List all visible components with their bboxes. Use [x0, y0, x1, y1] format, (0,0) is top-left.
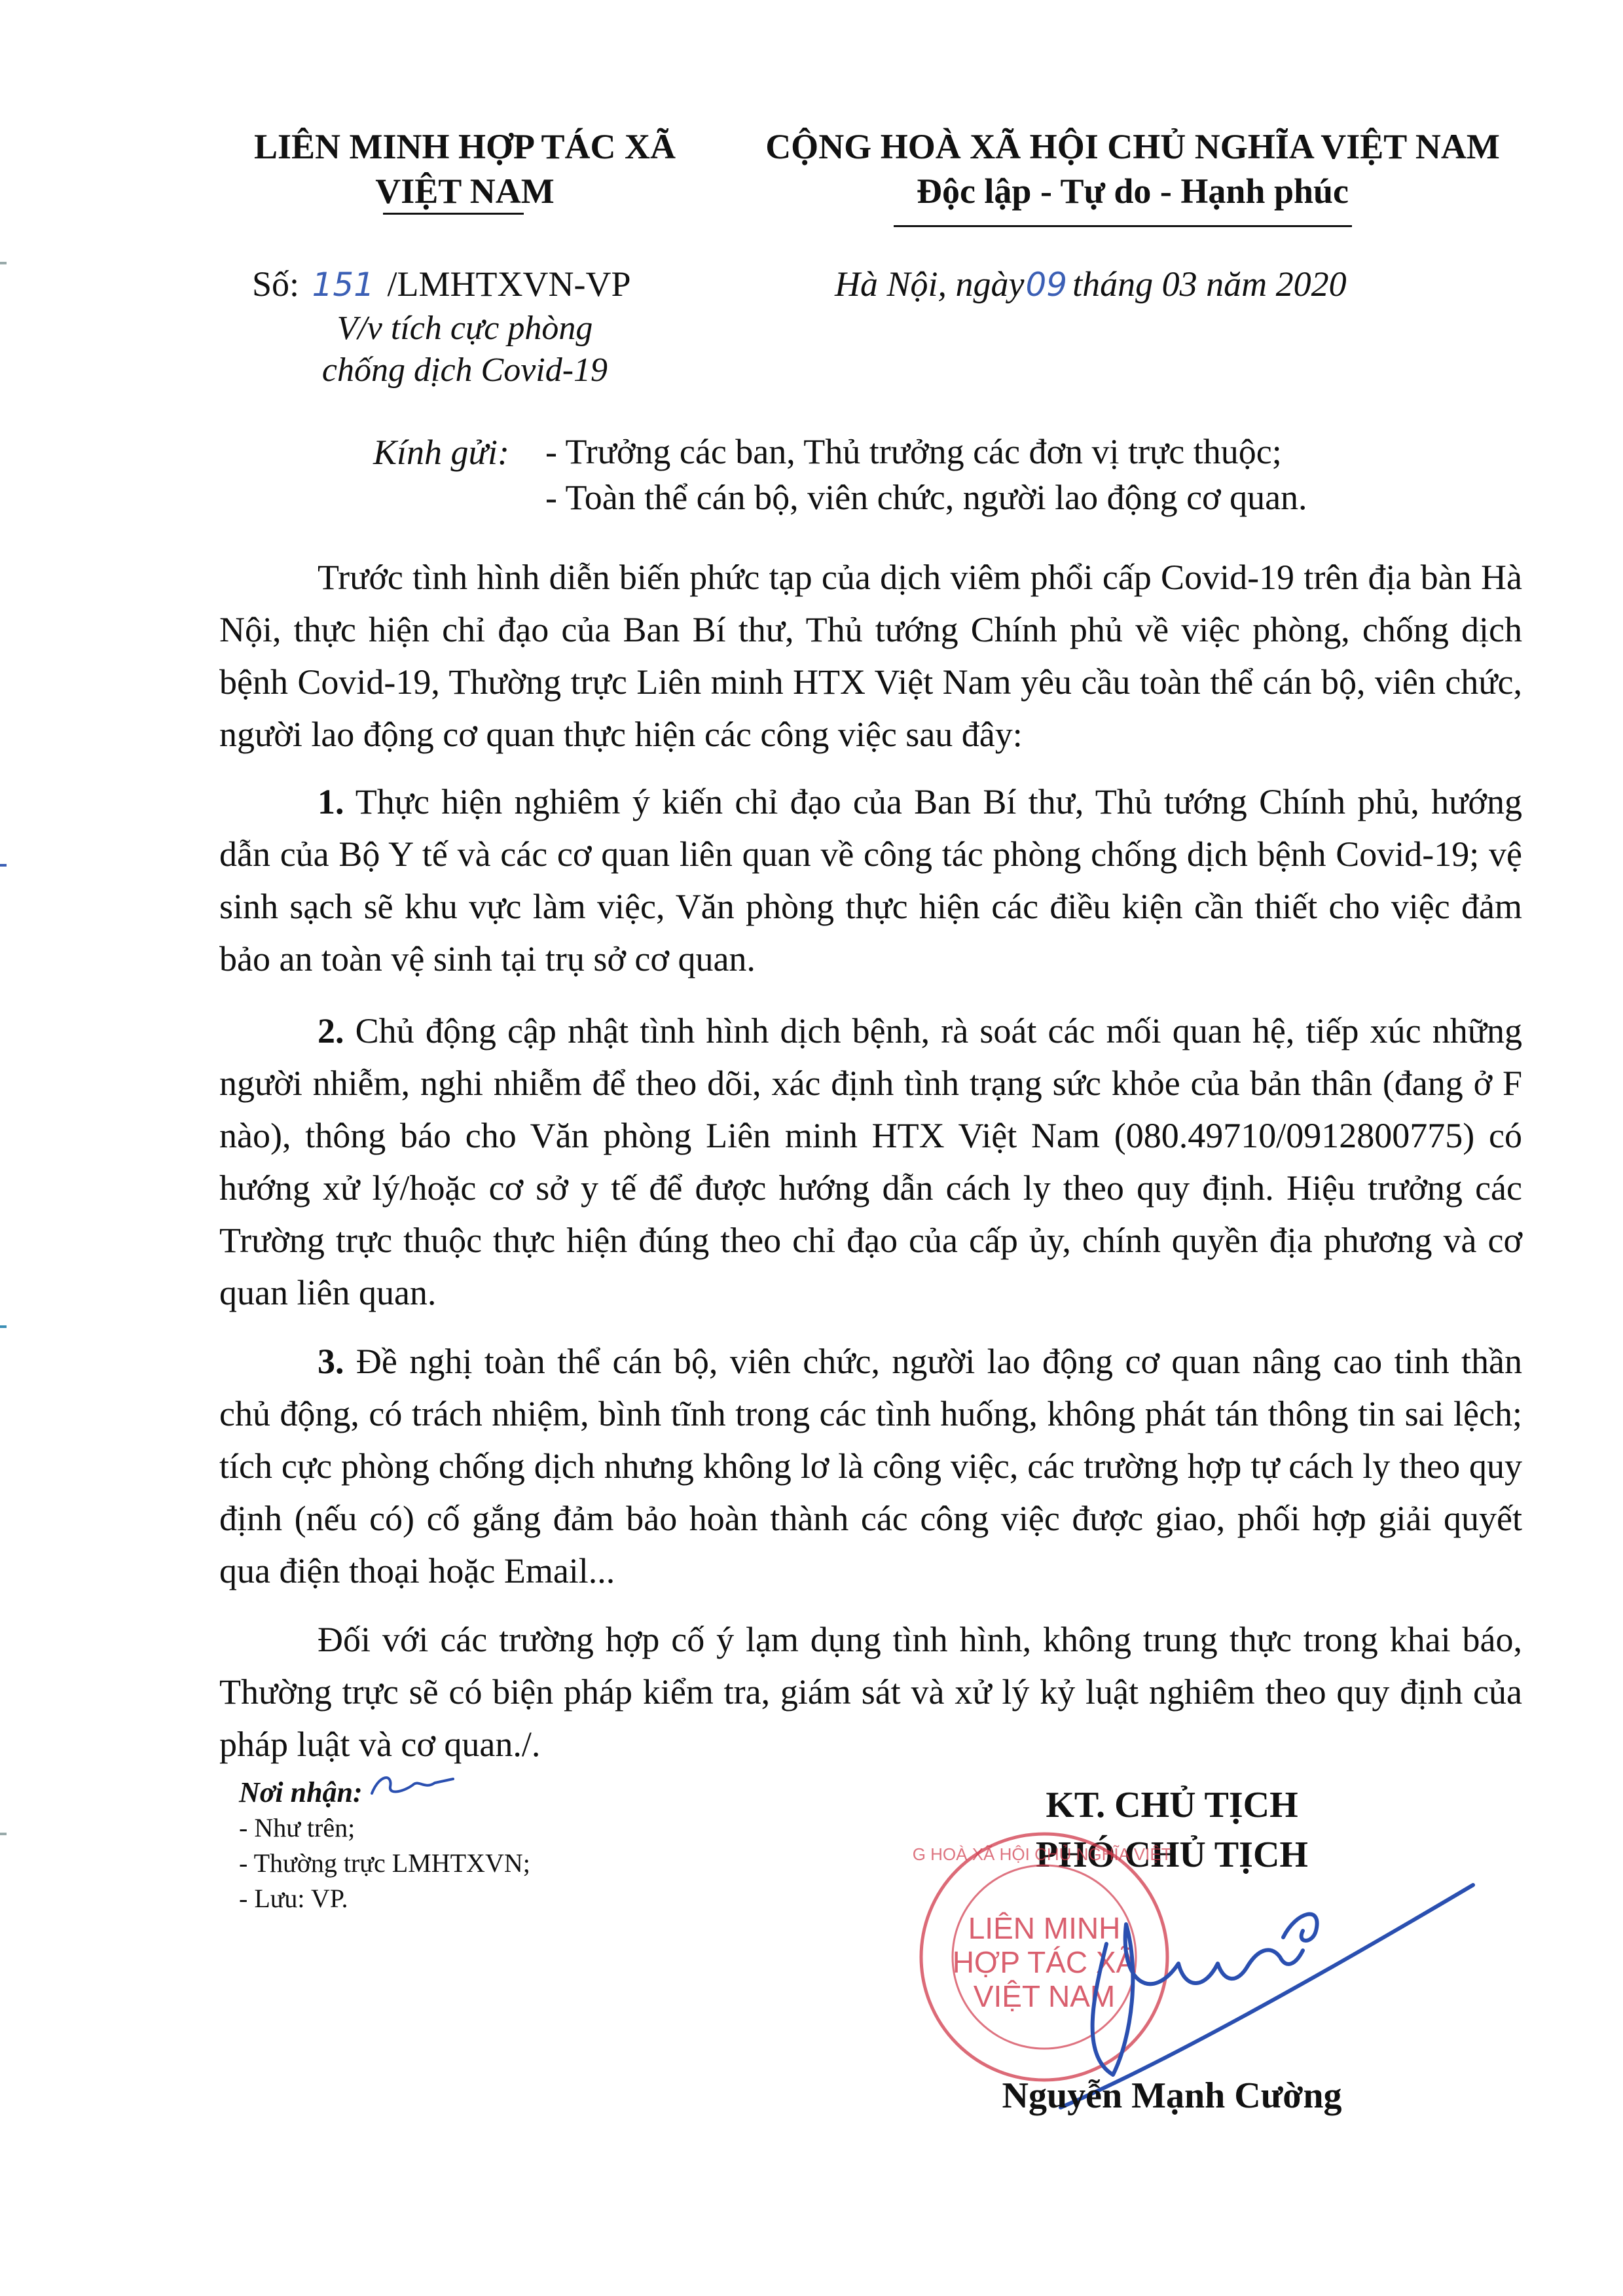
subject-line-1: V/v tích cực phòng [337, 310, 593, 347]
item-number: 3. [318, 1342, 344, 1381]
seal-inner-line-2: HỢP TÁC XÃ [952, 1945, 1137, 1979]
recipient-item: - Trưởng các ban, Thủ trưởng các đơn vị trực thuộc; [545, 432, 1282, 471]
initials-scribble [367, 1767, 458, 1806]
item-3-paragraph [219, 1335, 1522, 1597]
distribution-item: - Lưu: VP. [239, 1884, 348, 1913]
recipients-label: Kính gửi: [373, 433, 509, 472]
item-text: Đề nghị toàn thể cán bộ, viên chức, người lao động cơ quan nâng cao tinh thần chủ động, có trách nhiệm, bình tĩnh trong các tình huống, không phát tán thông tin sai lệch; tích cực phòng chống dịch nhưng không lơ là công việc, các trường hợp tự cách ly theo quy định (nếu có) cố gắng đảm bảo hoàn thành các công việc được giao, phối hợp giải quyết qua điện thoại hoặc Email... [219, 1342, 1522, 1590]
nation-line-2: Độc lập - Tự do - Hạnh phúc [916, 171, 1349, 211]
nation-line-1: CỘNG HOÀ XÃ HỘI CHỦ NGHĨA VIỆT NAM [765, 127, 1500, 166]
distribution-item: - Thường trực LMHTXVN; [239, 1848, 530, 1878]
item-2-paragraph [219, 1005, 1522, 1319]
recipients-list [545, 429, 1307, 520]
subject-line [210, 308, 720, 391]
item-number: 2. [318, 1011, 344, 1050]
document-number [252, 264, 630, 304]
distribution-item: - Như trên; [239, 1813, 356, 1842]
org-line-2: VIỆT NAM [375, 171, 555, 211]
subject-line-2: chống dịch Covid-19 [321, 351, 608, 389]
intro-paragraph: Trước tình hình diễn biến phức tạp của dịch viêm phổi cấp Covid-19 trên địa bàn Hà Nội, thực hiện chỉ đạo của Ban Bí thư, Thủ tướng Chính phủ về việc phòng, chống dịch bệnh Covid-19, Thường trực Liên minh HTX Việt Nam yêu cầu toàn thể cán bộ, viên chức, người lao động cơ quan thực hiện các công việc sau đây: [219, 558, 1522, 754]
so-label: Số: [252, 264, 300, 304]
signature-title-1: KT. CHỦ TỊCH [1046, 1785, 1298, 1825]
item-1-paragraph [219, 776, 1522, 985]
handwritten-signature [1021, 1839, 1480, 2114]
recipient-item: - Toàn thể cán bộ, viên chức, người lao động cơ quan. [545, 478, 1307, 517]
document-date [835, 264, 1347, 304]
scan-mark [0, 1833, 7, 1835]
seal-inner-line-1: LIÊN MINH [968, 1911, 1121, 1945]
item-text: Thực hiện nghiêm ý kiến chỉ đạo của Ban Bí thư, Thủ tướng Chính phủ, hướng dẫn của Bộ Y tế và các cơ quan liên quan về công tác phòng chống dịch bệnh Covid-19; vệ sinh sạch sẽ khu vực làm việc, Văn phòng thực hiện các điều kiện cần thiết cho việc đảm bảo an toàn vệ sinh tại trụ sở cơ quan. [219, 782, 1522, 978]
scan-mark [0, 262, 7, 264]
motto-underline [894, 225, 1352, 227]
seal-ring-text: G HOÀ XÃ HỘI CHỦ NGHĨA VIỆT [913, 1844, 1172, 1864]
scan-mark [0, 864, 7, 867]
national-motto [759, 124, 1506, 213]
scan-mark [0, 1325, 7, 1328]
handwritten-day: 09 [1025, 266, 1068, 304]
org-line-1: LIÊN MINH HỢP TÁC XÃ [253, 127, 676, 166]
so-suffix: /LMHTXVN-VP [387, 264, 631, 304]
item-text: Chủ động cập nhật tình hình dịch bệnh, rà soát các mối quan hệ, tiếp xúc những người nhiễm, nghi nhiễm để theo dõi, xác định tình trạng sức khỏe của bản thân (đang ở F nào), thông báo cho Văn phòng Liên minh HTX Việt Nam (080.49710/0912800775) có hướng xử lý/hoặc cơ sở y tế để được hướng dẫn cách ly theo quy định. Hiệu trưởng các Trường trực thuộc thực hiện đúng theo chỉ đạo của cấp ủy, chính quyền địa phương và cơ quan liên quan. [219, 1011, 1522, 1312]
date-prefix: Hà Nội, ngày [835, 264, 1025, 304]
distribution-label: Nơi nhận: [239, 1776, 363, 1808]
closing-paragraph: Đối với các trường hợp cố ý lạm dụng tình hình, không trung thực trong khai báo, Thường trực sẽ có biện pháp kiểm tra, giám sát và xử lý kỷ luật nghiêm theo quy định của pháp luật và cơ quan./. [219, 1620, 1522, 1764]
organization-name [210, 124, 720, 213]
org-underline [383, 213, 524, 215]
item-number: 1. [318, 782, 344, 821]
date-suffix: tháng 03 năm 2020 [1072, 264, 1347, 304]
signature-title-2: PHÓ CHỦ TỊCH [1036, 1835, 1308, 1875]
handwritten-number: 151 [312, 266, 374, 304]
signer-name: Nguyễn Mạnh Cường [1002, 2075, 1342, 2116]
seal-inner-line-3: VIỆT NAM [973, 1979, 1116, 2013]
